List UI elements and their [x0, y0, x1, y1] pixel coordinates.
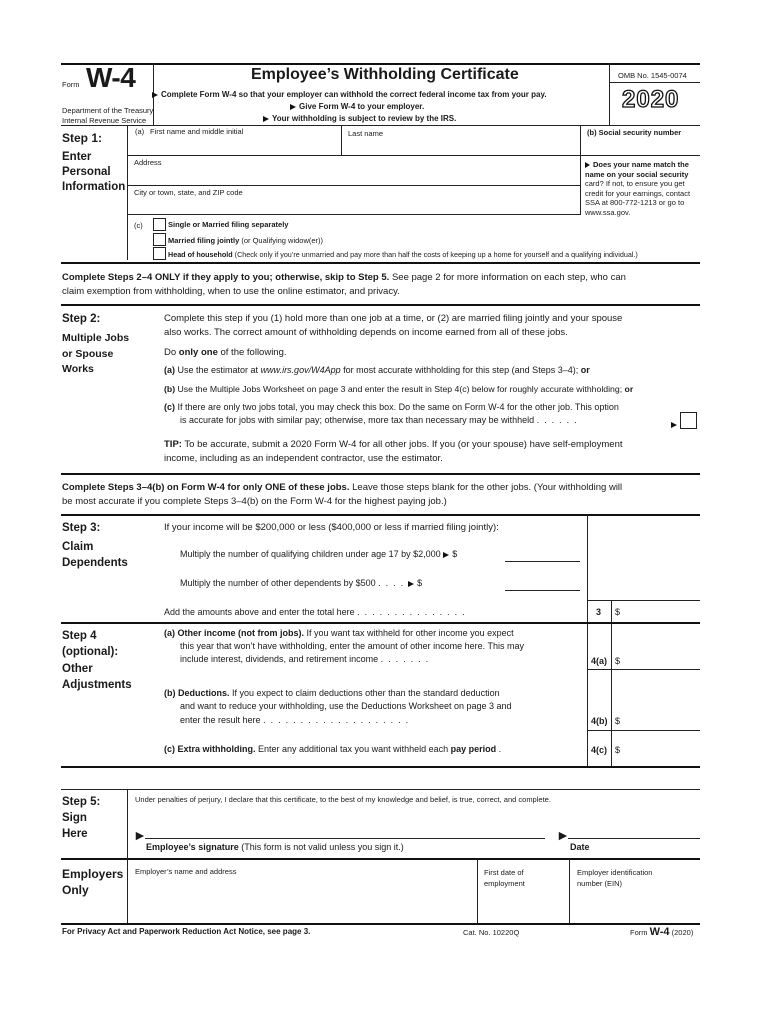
tip-line-2: income, including as an independent contractor, use the estimator. — [164, 453, 443, 464]
first-name-input[interactable] — [128, 137, 340, 155]
employee-signature-input[interactable] — [145, 816, 545, 838]
step3-title: Claim Dependents — [62, 541, 128, 569]
tax-year: 2020 — [622, 86, 680, 113]
form-number: W-4 — [86, 62, 136, 93]
sign-arrow-icon: ► — [133, 827, 147, 843]
date-label: Date — [570, 842, 590, 852]
arrow-icon — [152, 92, 158, 98]
ssn-input[interactable] — [581, 138, 700, 154]
arrow-icon — [443, 552, 449, 558]
intro2-line-1: Complete Steps 3–4(b) on Form W-4 for only ONE of these jobs. Leave those steps blank for the other jobs. (Your withholding will — [62, 482, 623, 493]
instruction-line-3: Your withholding is subject to review by the IRS. — [263, 114, 456, 123]
extra-withholding-input[interactable] — [624, 739, 698, 757]
step1-label: Step 1: — [62, 131, 103, 145]
irs-label: Internal Revenue Service — [62, 116, 147, 125]
step1-title: Enter Personal Information — [62, 151, 126, 193]
instruction-line-1: Complete Form W-4 so that your employer can withhold the correct federal income tax from your pay. — [152, 90, 547, 99]
signature-label: Employee’s signature (This form is not valid unless you sign it.) — [146, 842, 404, 852]
deductions-line-2: and want to reduce your withholding, use the Deductions Worksheet on page 3 and — [180, 701, 512, 711]
step2-para-line-2: also works. The correct amount of withholding depends on income earned from all of these jobs. — [164, 327, 568, 338]
address-label: Address — [134, 158, 162, 167]
step4-subtitle: Other Adjustments — [62, 663, 132, 691]
single-checkbox[interactable] — [153, 218, 166, 231]
footer-form-id: Form W-4 (2020) — [630, 926, 694, 938]
married-label: Married filing jointly (or Qualifying widow(er)) — [168, 236, 324, 245]
do-only-one: Do only one of the following. — [164, 347, 287, 358]
date-arrow-icon: ► — [556, 827, 570, 843]
employers-only-title: Employers Only — [62, 867, 124, 897]
arrow-icon — [290, 104, 296, 110]
catalog-number: Cat. No. 10220Q — [463, 928, 520, 937]
other-income-input[interactable] — [624, 650, 698, 668]
arrow-icon — [671, 416, 680, 434]
arrow-icon — [408, 581, 414, 587]
children-line: Multiply the number of qualifying children under age 17 by $2,000 $ — [180, 549, 458, 559]
line-4c-number: 4(c) — [591, 745, 608, 755]
estimator-link[interactable]: www.irs.gov/W4App — [260, 365, 341, 375]
line-4b-number: 4(b) — [591, 716, 608, 726]
step2-option-c-line-1: (c) If there are only two jobs total, you may check this box. Do the same on Form W-4 for the other job. This option — [164, 402, 619, 412]
perjury-statement: Under penalties of perjury, I declare that this certificate, to the best of my knowledge and belief, is true, correct, and complete. — [135, 795, 551, 804]
deductions-line-3: enter the result here .................... — [180, 715, 414, 725]
step3-label: Step 3: — [62, 522, 101, 534]
step2-option-c-line-2: is accurate for jobs with similar pay; otherwise, more tax than necessary may be withheld ...... — [180, 415, 582, 425]
city-label: City or town, state, and ZIP code — [134, 188, 243, 197]
line-4b-dollar: $ — [615, 716, 621, 726]
privacy-notice: For Privacy Act and Paperwork Reduction Act Notice, see page 3. — [62, 927, 311, 936]
first-name-label: First name and middle initial — [150, 127, 244, 136]
form-title: Employee’s Withholding Certificate — [251, 66, 519, 83]
field-a-label: (a) — [135, 127, 145, 136]
intro-line-1: Complete Steps 2–4 ONLY if they apply to you; otherwise, skip to Step 5. See page 2 for more information on each step, who can — [62, 272, 626, 283]
other-income-line-2: this year that won’t have withholding, enter the amount of other income here. This may — [180, 641, 525, 651]
single-label: Single or Married filing separately — [168, 220, 289, 229]
ssn-note: Does your name match the name on your social security card? If not, to ensure you get credit for your earnings, contact SSA at 800-772-1213 or go to www.ssa.gov. — [585, 160, 691, 217]
ein-label: Employer identification number (EIN) — [577, 868, 653, 888]
first-date-employment-input[interactable] — [478, 892, 568, 922]
line-4a-dollar: $ — [615, 656, 621, 666]
step4-title: Step 4 (optional): — [62, 630, 119, 658]
married-checkbox[interactable] — [153, 233, 166, 246]
intro2-line-2: be most accurate if you complete Steps 3–4(b) on the Form W-4 for the highest paying job.) — [62, 496, 447, 507]
arrow-icon — [585, 162, 590, 168]
other-income-line-3: include interest, dividends, and retirement income ....... — [180, 654, 434, 664]
extra-withholding-line: (c) Extra withholding. Enter any additional tax you want withheld each pay period . — [164, 744, 507, 754]
city-input[interactable] — [128, 197, 579, 214]
children-amount-input[interactable] — [505, 546, 580, 561]
tip-line-1: TIP: To be accurate, submit a 2020 Form W-4 for all other jobs. If you (or your spouse) have self-employment — [164, 439, 623, 450]
ein-input[interactable] — [570, 892, 699, 922]
signature-date-input[interactable] — [568, 816, 700, 838]
first-date-label: First date of employment — [484, 868, 525, 888]
total-line: Add the amounts above and enter the total here ............... — [164, 607, 470, 617]
hoh-label: Head of household (Check only if you’re unmarried and pay more than half the costs of keeping up a home for yourself and a qualifying individual.) — [168, 250, 638, 259]
arrow-icon — [263, 116, 269, 122]
employer-name-address-input[interactable] — [128, 878, 476, 922]
other-dependents-amount-input[interactable] — [505, 575, 580, 590]
other-income-line-1: (a) Other income (not from jobs). If you want tax withheld for other income you expect — [164, 628, 514, 638]
address-input[interactable] — [128, 168, 579, 185]
line-4a-number: 4(a) — [591, 656, 608, 666]
field-c-label: (c) — [134, 221, 143, 230]
step2-option-b: (b) Use the Multiple Jobs Worksheet on page 3 and enter the result in Step 4(c) below for roughly accurate withholding; or — [164, 384, 634, 394]
last-name-label: Last name — [348, 129, 384, 138]
form-word: Form — [62, 80, 80, 89]
step2-para-line-1: Complete this step if you (1) hold more than one job at a time, or (2) are married filing jointly and your spouse — [164, 313, 623, 324]
instruction-line-2: Give Form W-4 to your employer. — [290, 102, 424, 111]
last-name-input[interactable] — [342, 137, 579, 155]
other-dependents-line: Multiply the number of other dependents by $500 .... $ — [180, 578, 423, 588]
deductions-line-1: (b) Deductions. If you expect to claim deductions other than the standard deduction — [164, 688, 500, 698]
intro-line-2: claim exemption from withholding, when to use the online estimator, and privacy. — [62, 286, 400, 297]
step5-title: Step 5: Sign Here — [62, 796, 101, 840]
hoh-checkbox[interactable] — [153, 247, 166, 260]
total-credits-input[interactable] — [624, 602, 698, 620]
step2-option-a: (a) Use the estimator at www.irs.gov/W4App for most accurate withholding for this step (and Steps 3–4); or — [164, 365, 590, 375]
income-threshold: If your income will be $200,000 or less ($400,000 or less if married filing jointly): — [164, 522, 499, 533]
two-jobs-checkbox[interactable] — [680, 412, 697, 429]
line-4c-dollar: $ — [615, 745, 621, 755]
employer-name-label: Employer’s name and address — [135, 867, 237, 876]
line-3-number: 3 — [596, 607, 602, 617]
department: Department of the Treasury — [62, 106, 154, 115]
omb-number: OMB No. 1545-0074 — [618, 71, 687, 80]
line-3-dollar: $ — [615, 607, 621, 617]
step2-title: Multiple Jobs or Spouse Works — [62, 332, 130, 375]
deductions-input[interactable] — [624, 710, 698, 728]
step2-label: Step 2: — [62, 313, 101, 325]
ssn-label: (b) Social security number — [587, 128, 682, 137]
